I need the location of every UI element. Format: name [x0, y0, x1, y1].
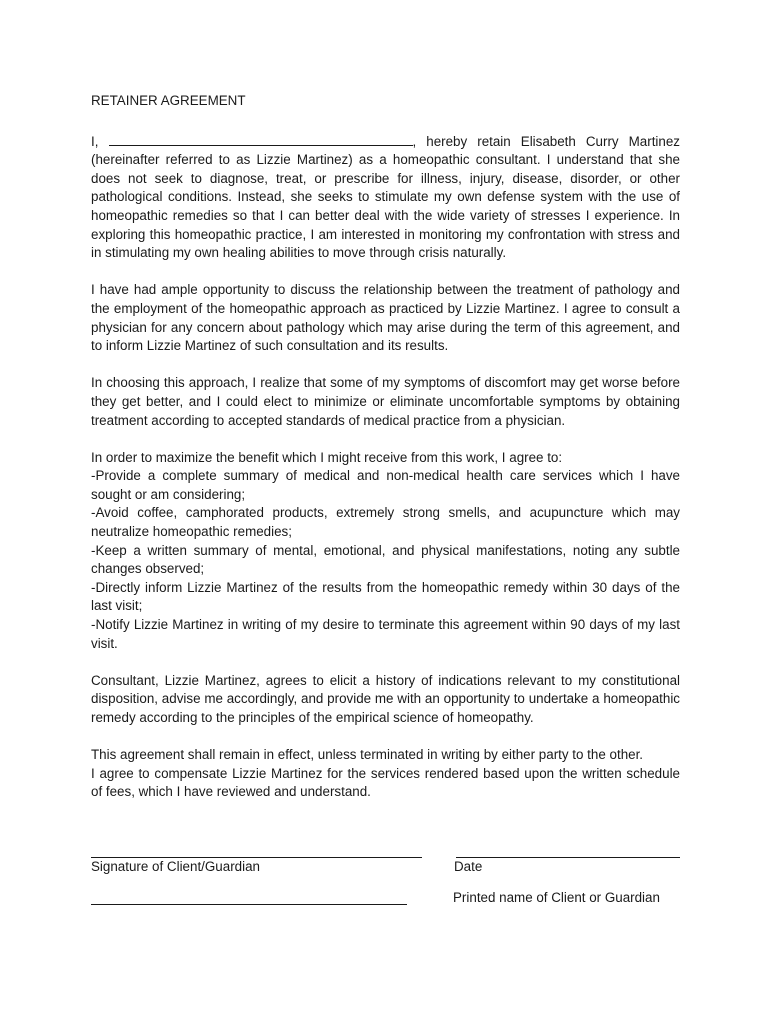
terms-paragraph	[91, 746, 680, 802]
agreement-body	[91, 92, 680, 802]
signature-label: Signature of Client/Guardian	[91, 859, 260, 874]
effect-line: This agreement shall remain in effect, unless terminated in writing by either party to the other.	[91, 747, 644, 763]
printed-name-label: Printed name of Client or Guardian	[453, 890, 660, 905]
compensate-line: I agree to compensate Lizzie Martinez for the services rendered based upon the written schedule of fees, which I have reviewed and understand.	[91, 765, 680, 800]
intro-paragraph	[91, 133, 680, 263]
agree-item: -Provide a complete summary of medical and non-medical health care services which I have sought or am considering;	[91, 468, 680, 502]
intro-prefix: I,	[91, 133, 99, 149]
printed-name-line[interactable]	[91, 904, 407, 905]
agreement-list	[91, 449, 680, 654]
intro-first-line	[91, 133, 680, 152]
pathology-paragraph: I have had ample opportunity to discuss the relationship between the treatment of pathology and the employment of the homeopathic approach as practiced by Lizzie Martinez. I agree to consult a physician for any concern about pathology which may arise during the term of this agreement, and to inform Lizzie Martinez of such consultation and its results.	[91, 282, 680, 354]
document-title: RETAINER AGREEMENT	[91, 93, 246, 108]
agree-intro: In order to maximize the benefit which I might receive from this work, I agree to:	[91, 449, 563, 465]
consultant-paragraph: Consultant, Lizzie Martinez, agrees to elicit a history of indications relevant to my constitutional disposition, advise me accordingly, and provide me with an opportunity to undertake a homeopathic remedy according to the principles of the empirical science of homeopathy.	[91, 672, 680, 725]
agree-item: -Notify Lizzie Martinez in writing of my desire to terminate this agreement within 90 days of my last visit.	[91, 617, 680, 651]
agree-item: -Avoid coffee, camphorated products, extremely strong smells, and acupuncture which may neutralize homeopathic remedies;	[91, 505, 680, 540]
intro-rest: (hereinafter referred to as Lizzie Martinez) as a homeopathic consultant. I understand that she does not seek to diagnose, treat, or prescribe for illness, injury, disease, disorder, or other pathological conditions. Instead, she seeks to stimulate my own defense system with the use of homeopathic remedies so that I can better deal with the wide variety of stresses I experience. In exploring this homeopathic practice, I am interested in monitoring my confrontation with stress and in stimulating my own healing abilities to move through crisis naturally.	[91, 152, 680, 261]
intro-suffix: , hereby retain Elisabeth Curry Martinez	[412, 133, 680, 149]
date-label: Date	[454, 859, 483, 874]
client-name-blank[interactable]	[109, 133, 413, 146]
agree-item: -Keep a written summary of mental, emotional, and physical manifestations, noting any subtle changes observed;	[91, 542, 680, 577]
agree-item: -Directly inform Lizzie Martinez of the results from the homeopathic remedy within 30 days of the last visit;	[91, 579, 680, 614]
approach-paragraph: In choosing this approach, I realize that some of my symptoms of discomfort may get worse before they get better, and I could elect to minimize or eliminate uncomfortable symptoms by obtaining treatment according to accepted standards of medical practice from a physician.	[91, 375, 680, 428]
date-line[interactable]	[456, 857, 680, 858]
